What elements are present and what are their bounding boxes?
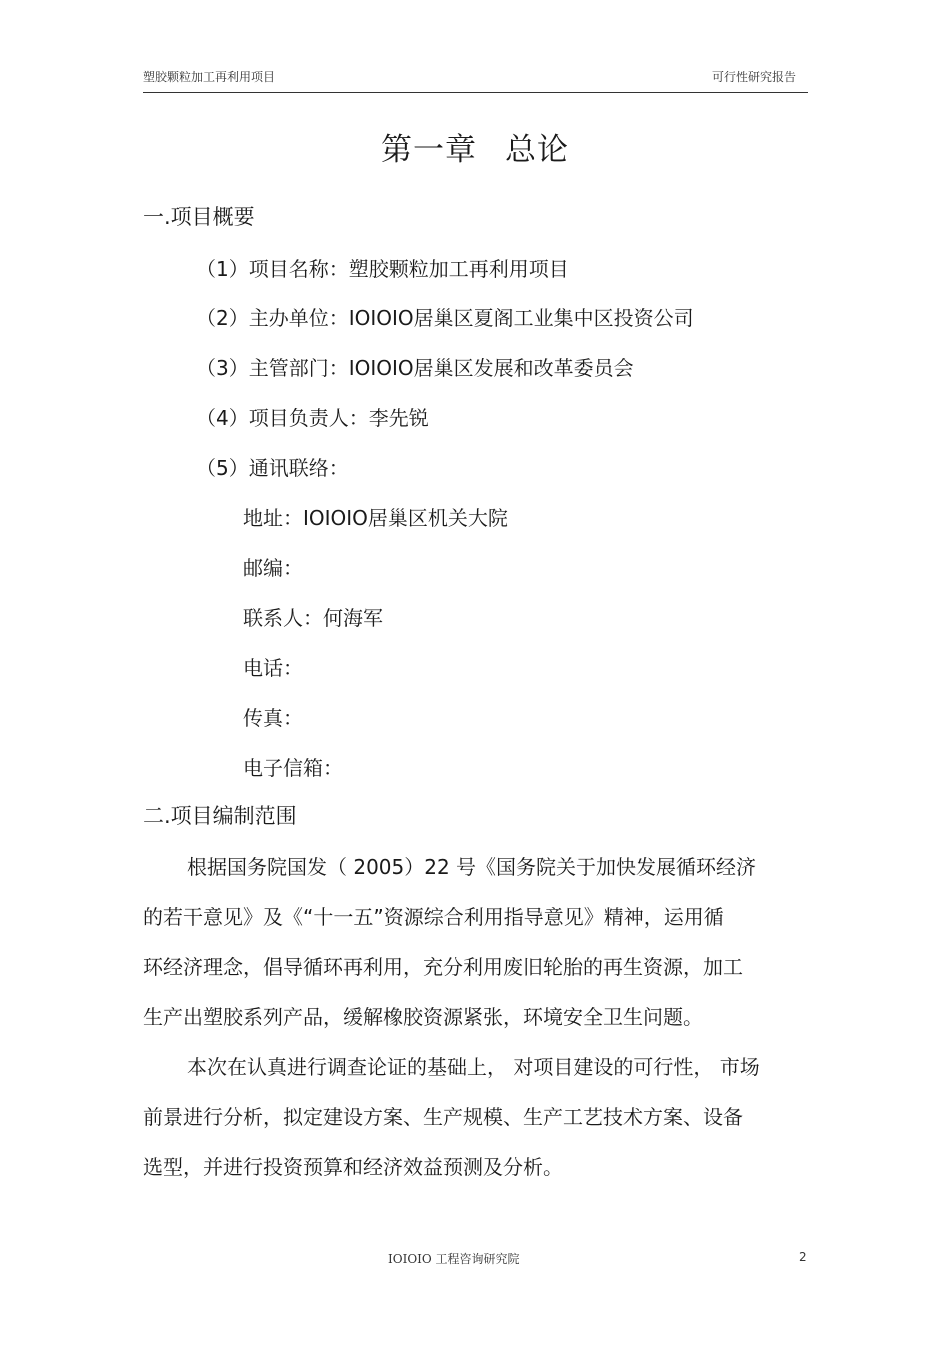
paragraph-line: 前景进行分析，拟定建设方案、生产规模、生产工艺技术方案、设备 — [143, 1105, 743, 1129]
overview-item-contact: （5）通讯联络： — [196, 456, 349, 480]
header-report-type: 可行性研究报告 — [711, 70, 796, 84]
chapter-number: 第一章 — [381, 132, 477, 168]
paragraph-line: 生产出塑胶系列产品，缓解橡胶资源紧张，环境安全卫生问题。 — [143, 1005, 703, 1029]
section-heading-scope: 二.项目编制范围 — [143, 804, 297, 828]
paragraph-line: 选型，并进行投资预算和经济效益预测及分析。 — [143, 1155, 563, 1179]
page-footer — [0, 1250, 950, 1270]
page-header — [143, 66, 808, 93]
chapter-name: 总论 — [505, 132, 569, 168]
contact-address: 地址：IOIOIO居巢区机关大院 — [243, 506, 508, 530]
paragraph-line: 的若干意见》及《“十一五”资源综合利用指导意见》精神，运用循 — [143, 905, 724, 929]
paragraph-line: 本次在认真进行调查论证的基础上， 对项目建设的可行性， 市场 — [187, 1055, 760, 1079]
overview-item-authority: （3）主管部门：IOIOIO居巢区发展和改革委员会 — [196, 356, 634, 380]
contact-phone: 电话： — [243, 656, 303, 680]
contact-person: 联系人：何海军 — [243, 606, 383, 630]
section-heading-overview: 一.项目概要 — [143, 205, 255, 229]
contact-fax: 传真： — [243, 706, 303, 730]
contact-email: 电子信箱： — [243, 756, 343, 780]
overview-item-sponsor: （2）主办单位：IOIOIO居巢区夏阁工业集中区投资公司 — [196, 306, 694, 330]
overview-item-project-name: （1）项目名称：塑胶颗粒加工再利用项目 — [196, 257, 569, 281]
paragraph-line: 根据国务院国发（ 2005）22 号《国务院关于加快发展循环经济 — [187, 855, 757, 879]
footer-institution: IOIOIO 工程咨询研究院 — [388, 1252, 520, 1266]
paragraph-line: 环经济理念，倡导循环再利用，充分利用废旧轮胎的再生资源，加工 — [143, 955, 743, 979]
overview-item-manager: （4）项目负责人：李先锐 — [196, 406, 429, 430]
contact-postcode: 邮编： — [243, 556, 303, 580]
page-number: 2 — [799, 1250, 807, 1264]
chapter-title — [0, 124, 950, 169]
header-document-title: 塑胶颗粒加工再利用项目 — [143, 70, 276, 84]
